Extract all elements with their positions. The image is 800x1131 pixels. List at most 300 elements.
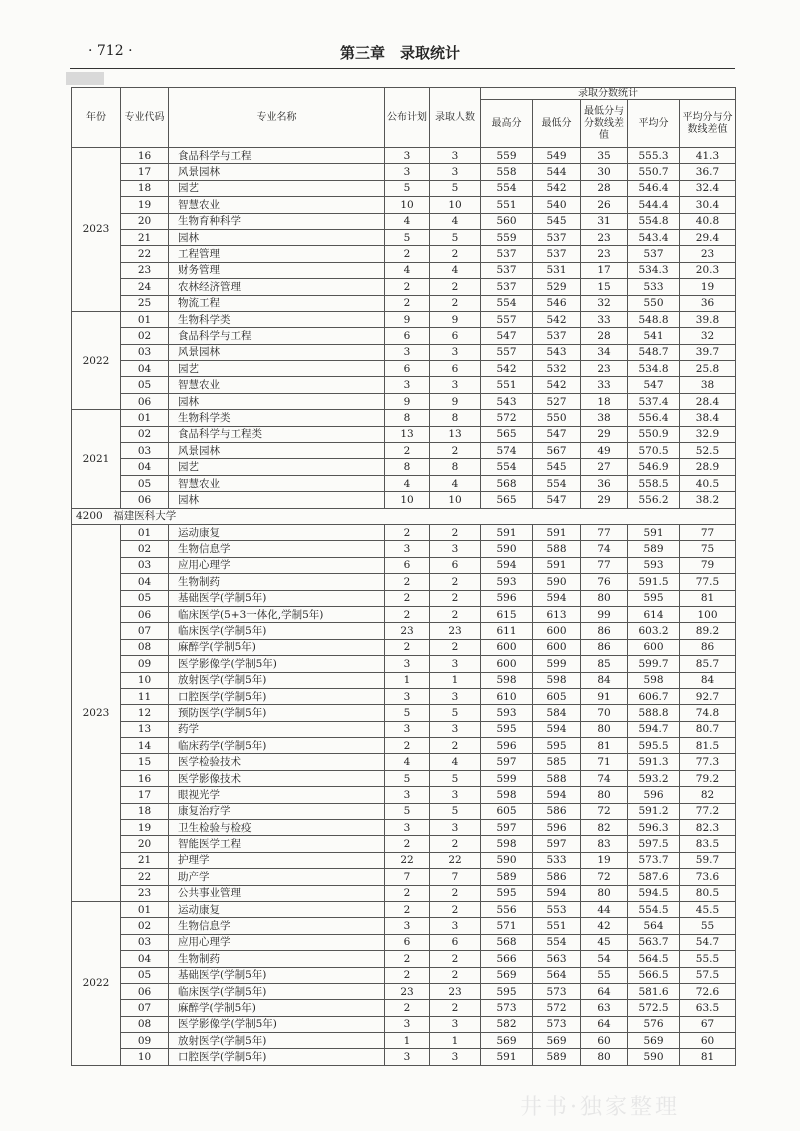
avg-score: 603.2 bbox=[628, 623, 680, 639]
chapter-title: 第三章 录取统计 bbox=[339, 44, 460, 62]
min-score: 527 bbox=[533, 393, 581, 409]
avg-score: 546.4 bbox=[628, 180, 680, 196]
plan-count: 2 bbox=[385, 295, 430, 311]
plan-count: 8 bbox=[385, 410, 430, 426]
major-code: 04 bbox=[121, 361, 169, 377]
avg-diff: 54.7 bbox=[680, 934, 736, 950]
avg-diff: 82 bbox=[680, 787, 736, 803]
year-cell: 2023 bbox=[72, 148, 121, 312]
plan-count: 3 bbox=[385, 164, 430, 180]
admitted-count: 2 bbox=[430, 295, 481, 311]
table-row bbox=[72, 934, 736, 950]
max-score: 554 bbox=[481, 459, 533, 475]
min-score: 542 bbox=[533, 180, 581, 196]
major-code: 02 bbox=[121, 918, 169, 934]
admitted-count: 4 bbox=[430, 754, 481, 770]
major-name: 食品科学与工程 bbox=[169, 148, 385, 164]
table-row bbox=[72, 393, 736, 409]
avg-diff: 81.5 bbox=[680, 738, 736, 754]
table-row bbox=[72, 1049, 736, 1065]
min-score: 543 bbox=[533, 344, 581, 360]
avg-diff: 28.9 bbox=[680, 459, 736, 475]
min-diff: 33 bbox=[581, 311, 628, 327]
major-name: 生物育种科学 bbox=[169, 213, 385, 229]
max-score: 600 bbox=[481, 656, 533, 672]
admitted-count: 2 bbox=[430, 1000, 481, 1016]
major-name: 口腔医学(学制5年) bbox=[169, 1049, 385, 1065]
major-name: 卫生检验与检疫 bbox=[169, 820, 385, 836]
max-score: 557 bbox=[481, 344, 533, 360]
max-score: 565 bbox=[481, 492, 533, 508]
admitted-count: 3 bbox=[430, 1049, 481, 1065]
avg-diff: 63.5 bbox=[680, 1000, 736, 1016]
major-name: 农林经济管理 bbox=[169, 279, 385, 295]
plan-count: 2 bbox=[385, 885, 430, 901]
major-name: 工程管理 bbox=[169, 246, 385, 262]
max-score: 611 bbox=[481, 623, 533, 639]
max-score: 537 bbox=[481, 279, 533, 295]
min-score: 550 bbox=[533, 410, 581, 426]
min-score: 547 bbox=[533, 492, 581, 508]
avg-score: 550.9 bbox=[628, 426, 680, 442]
major-code: 08 bbox=[121, 1016, 169, 1032]
min-score: 594 bbox=[533, 885, 581, 901]
min-score: 537 bbox=[533, 328, 581, 344]
min-score: 540 bbox=[533, 197, 581, 213]
avg-diff: 29.4 bbox=[680, 229, 736, 245]
avg-diff: 38.2 bbox=[680, 492, 736, 508]
admitted-count: 3 bbox=[430, 344, 481, 360]
min-score: 546 bbox=[533, 295, 581, 311]
avg-score: 573.7 bbox=[628, 852, 680, 868]
min-diff: 85 bbox=[581, 656, 628, 672]
table-row bbox=[72, 475, 736, 491]
plan-count: 23 bbox=[385, 623, 430, 639]
min-diff: 80 bbox=[581, 590, 628, 606]
plan-count: 2 bbox=[385, 901, 430, 917]
plan-count: 3 bbox=[385, 1016, 430, 1032]
min-score: 599 bbox=[533, 656, 581, 672]
min-diff: 84 bbox=[581, 672, 628, 688]
avg-score: 572.5 bbox=[628, 1000, 680, 1016]
admitted-count: 9 bbox=[430, 311, 481, 327]
min-diff: 70 bbox=[581, 705, 628, 721]
min-score: 533 bbox=[533, 852, 581, 868]
table-row bbox=[72, 213, 736, 229]
admitted-count: 2 bbox=[430, 951, 481, 967]
admitted-count: 13 bbox=[430, 426, 481, 442]
table-row bbox=[72, 672, 736, 688]
min-score: 591 bbox=[533, 524, 581, 540]
min-diff: 23 bbox=[581, 361, 628, 377]
min-diff: 44 bbox=[581, 901, 628, 917]
plan-count: 5 bbox=[385, 705, 430, 721]
major-name: 风景园林 bbox=[169, 443, 385, 459]
min-diff: 33 bbox=[581, 377, 628, 393]
score-group-header: 录取分数统计 bbox=[481, 88, 736, 100]
major-code: 04 bbox=[121, 574, 169, 590]
max-score: 605 bbox=[481, 803, 533, 819]
major-code: 17 bbox=[121, 787, 169, 803]
min-score: 586 bbox=[533, 803, 581, 819]
plan-count: 2 bbox=[385, 524, 430, 540]
min-score: 594 bbox=[533, 787, 581, 803]
table-row bbox=[72, 705, 736, 721]
min-diff: 23 bbox=[581, 229, 628, 245]
admitted-count: 22 bbox=[430, 852, 481, 868]
avg-diff: 39.8 bbox=[680, 311, 736, 327]
max-score: 559 bbox=[481, 229, 533, 245]
major-name: 放射医学(学制5年) bbox=[169, 672, 385, 688]
plan-count: 3 bbox=[385, 820, 430, 836]
admitted-count: 2 bbox=[430, 738, 481, 754]
admitted-count: 3 bbox=[430, 148, 481, 164]
table-row bbox=[72, 754, 736, 770]
school-name: 4200 福建医科大学 bbox=[72, 508, 736, 524]
col-plan-header: 公布计划 bbox=[385, 88, 430, 148]
avg-score: 598 bbox=[628, 672, 680, 688]
min-diff: 34 bbox=[581, 344, 628, 360]
avg-score: 548.8 bbox=[628, 311, 680, 327]
min-score: 542 bbox=[533, 377, 581, 393]
admitted-count: 2 bbox=[430, 524, 481, 540]
min-score: 572 bbox=[533, 1000, 581, 1016]
avg-score: 546.9 bbox=[628, 459, 680, 475]
avg-score: 569 bbox=[628, 1033, 680, 1049]
min-diff: 86 bbox=[581, 639, 628, 655]
major-name: 园林 bbox=[169, 393, 385, 409]
min-diff: 30 bbox=[581, 164, 628, 180]
admitted-count: 3 bbox=[430, 377, 481, 393]
major-code: 23 bbox=[121, 885, 169, 901]
admitted-count: 5 bbox=[430, 229, 481, 245]
min-score: 591 bbox=[533, 557, 581, 573]
plan-count: 2 bbox=[385, 574, 430, 590]
table-row bbox=[72, 410, 736, 426]
watermark: 井书·独家整理 bbox=[520, 1095, 680, 1120]
major-name: 应用心理学 bbox=[169, 934, 385, 950]
max-score: 554 bbox=[481, 180, 533, 196]
avg-score: 563.7 bbox=[628, 934, 680, 950]
major-code: 13 bbox=[121, 721, 169, 737]
major-name: 园艺 bbox=[169, 459, 385, 475]
avg-score: 564 bbox=[628, 918, 680, 934]
min-diff: 42 bbox=[581, 918, 628, 934]
avg-score: 591.2 bbox=[628, 803, 680, 819]
avg-score: 590 bbox=[628, 1049, 680, 1065]
min-score: 567 bbox=[533, 443, 581, 459]
admitted-count: 7 bbox=[430, 869, 481, 885]
avg-diff: 40.8 bbox=[680, 213, 736, 229]
min-diff: 28 bbox=[581, 180, 628, 196]
avg-score: 606.7 bbox=[628, 688, 680, 704]
max-score: 610 bbox=[481, 688, 533, 704]
avg-diff: 60 bbox=[680, 1033, 736, 1049]
min-score: 588 bbox=[533, 770, 581, 786]
avg-score: 548.7 bbox=[628, 344, 680, 360]
plan-count: 2 bbox=[385, 951, 430, 967]
avg-score: 554.5 bbox=[628, 901, 680, 917]
avg-score: 595.5 bbox=[628, 738, 680, 754]
major-code: 21 bbox=[121, 852, 169, 868]
table-body bbox=[72, 148, 736, 1066]
admitted-count: 4 bbox=[430, 213, 481, 229]
plan-count: 8 bbox=[385, 459, 430, 475]
plan-count: 10 bbox=[385, 197, 430, 213]
min-diff: 55 bbox=[581, 967, 628, 983]
max-score: 595 bbox=[481, 885, 533, 901]
major-name: 运动康复 bbox=[169, 901, 385, 917]
min-diff: 76 bbox=[581, 574, 628, 590]
major-name: 麻醉学(学制5年) bbox=[169, 639, 385, 655]
min-diff: 60 bbox=[581, 1033, 628, 1049]
min-score: 554 bbox=[533, 475, 581, 491]
major-code: 21 bbox=[121, 229, 169, 245]
min-score: 595 bbox=[533, 738, 581, 754]
admitted-count: 3 bbox=[430, 820, 481, 836]
major-code: 03 bbox=[121, 443, 169, 459]
max-score: 595 bbox=[481, 721, 533, 737]
admitted-count: 2 bbox=[430, 606, 481, 622]
admitted-count: 5 bbox=[430, 180, 481, 196]
avg-diff: 25.8 bbox=[680, 361, 736, 377]
min-score: 531 bbox=[533, 262, 581, 278]
plan-count: 3 bbox=[385, 688, 430, 704]
plan-count: 2 bbox=[385, 1000, 430, 1016]
major-name: 生物科学类 bbox=[169, 311, 385, 327]
plan-count: 4 bbox=[385, 475, 430, 491]
table-row bbox=[72, 443, 736, 459]
plan-count: 3 bbox=[385, 656, 430, 672]
max-score: 547 bbox=[481, 328, 533, 344]
avg-score: 541 bbox=[628, 328, 680, 344]
major-code: 18 bbox=[121, 180, 169, 196]
avg-diff: 28.4 bbox=[680, 393, 736, 409]
avg-score: 593.2 bbox=[628, 770, 680, 786]
major-name: 医学检验技术 bbox=[169, 754, 385, 770]
col-admitted-header: 录取人数 bbox=[430, 88, 481, 148]
admitted-count: 6 bbox=[430, 328, 481, 344]
admission-score-table bbox=[71, 87, 736, 1066]
table-row bbox=[72, 541, 736, 557]
table-row bbox=[72, 820, 736, 836]
table-row bbox=[72, 279, 736, 295]
max-score: 568 bbox=[481, 934, 533, 950]
major-name: 园林 bbox=[169, 492, 385, 508]
plan-count: 3 bbox=[385, 148, 430, 164]
min-diff: 19 bbox=[581, 852, 628, 868]
avg-score: 570.5 bbox=[628, 443, 680, 459]
avg-score: 534.8 bbox=[628, 361, 680, 377]
min-score: 600 bbox=[533, 623, 581, 639]
min-score: 532 bbox=[533, 361, 581, 377]
table-row bbox=[72, 918, 736, 934]
avg-score: 594.5 bbox=[628, 885, 680, 901]
major-code: 04 bbox=[121, 951, 169, 967]
avg-score: 558.5 bbox=[628, 475, 680, 491]
major-name: 放射医学(学制5年) bbox=[169, 1033, 385, 1049]
plan-count: 5 bbox=[385, 770, 430, 786]
table-row bbox=[72, 377, 736, 393]
plan-count: 4 bbox=[385, 754, 430, 770]
admitted-count: 2 bbox=[430, 443, 481, 459]
plan-count: 6 bbox=[385, 934, 430, 950]
admitted-count: 3 bbox=[430, 688, 481, 704]
max-score: 597 bbox=[481, 754, 533, 770]
major-name: 眼视光学 bbox=[169, 787, 385, 803]
plan-count: 3 bbox=[385, 787, 430, 803]
max-score: 543 bbox=[481, 393, 533, 409]
col-max-header: 最高分 bbox=[481, 100, 533, 148]
min-score: 569 bbox=[533, 1033, 581, 1049]
min-score: 545 bbox=[533, 459, 581, 475]
admitted-count: 3 bbox=[430, 164, 481, 180]
min-score: 588 bbox=[533, 541, 581, 557]
major-code: 10 bbox=[121, 1049, 169, 1065]
max-score: 568 bbox=[481, 475, 533, 491]
table-row bbox=[72, 656, 736, 672]
major-code: 04 bbox=[121, 459, 169, 475]
major-code: 01 bbox=[121, 901, 169, 917]
admitted-count: 3 bbox=[430, 541, 481, 557]
major-name: 风景园林 bbox=[169, 344, 385, 360]
min-diff: 80 bbox=[581, 787, 628, 803]
avg-score: 576 bbox=[628, 1016, 680, 1032]
admitted-count: 5 bbox=[430, 705, 481, 721]
min-diff: 83 bbox=[581, 836, 628, 852]
min-diff: 80 bbox=[581, 721, 628, 737]
major-code: 07 bbox=[121, 623, 169, 639]
table-row bbox=[72, 148, 736, 164]
avg-diff: 38.4 bbox=[680, 410, 736, 426]
avg-diff: 77.5 bbox=[680, 574, 736, 590]
major-name: 应用心理学 bbox=[169, 557, 385, 573]
major-name: 公共事业管理 bbox=[169, 885, 385, 901]
avg-diff: 83.5 bbox=[680, 836, 736, 852]
major-name: 生物科学类 bbox=[169, 410, 385, 426]
plan-count: 2 bbox=[385, 639, 430, 655]
min-diff: 80 bbox=[581, 885, 628, 901]
avg-diff: 75 bbox=[680, 541, 736, 557]
major-name: 助产学 bbox=[169, 869, 385, 885]
table-row bbox=[72, 344, 736, 360]
major-code: 18 bbox=[121, 803, 169, 819]
admitted-count: 6 bbox=[430, 361, 481, 377]
table-row bbox=[72, 983, 736, 999]
major-code: 02 bbox=[121, 328, 169, 344]
max-score: 598 bbox=[481, 787, 533, 803]
major-code: 02 bbox=[121, 541, 169, 557]
table-row bbox=[72, 180, 736, 196]
admitted-count: 6 bbox=[430, 557, 481, 573]
major-code: 22 bbox=[121, 246, 169, 262]
max-score: 559 bbox=[481, 148, 533, 164]
major-name: 园艺 bbox=[169, 361, 385, 377]
table-row bbox=[72, 164, 736, 180]
major-name: 智能医学工程 bbox=[169, 836, 385, 852]
avg-score: 597.5 bbox=[628, 836, 680, 852]
avg-diff: 100 bbox=[680, 606, 736, 622]
min-diff: 49 bbox=[581, 443, 628, 459]
major-code: 05 bbox=[121, 377, 169, 393]
major-code: 14 bbox=[121, 738, 169, 754]
major-name: 医学影像学(学制5年) bbox=[169, 1016, 385, 1032]
min-score: 537 bbox=[533, 229, 581, 245]
avg-diff: 77.3 bbox=[680, 754, 736, 770]
admitted-count: 2 bbox=[430, 901, 481, 917]
year-cell: 2023 bbox=[72, 524, 121, 901]
major-name: 园艺 bbox=[169, 180, 385, 196]
plan-count: 9 bbox=[385, 393, 430, 409]
min-diff: 74 bbox=[581, 541, 628, 557]
min-diff: 38 bbox=[581, 410, 628, 426]
avg-score: 566.5 bbox=[628, 967, 680, 983]
avg-score: 534.3 bbox=[628, 262, 680, 278]
admitted-count: 5 bbox=[430, 770, 481, 786]
avg-score: 595 bbox=[628, 590, 680, 606]
max-score: 594 bbox=[481, 557, 533, 573]
avg-diff: 67 bbox=[680, 1016, 736, 1032]
max-score: 595 bbox=[481, 983, 533, 999]
min-score: 585 bbox=[533, 754, 581, 770]
avg-score: 600 bbox=[628, 639, 680, 655]
table-row bbox=[72, 229, 736, 245]
avg-diff: 45.5 bbox=[680, 901, 736, 917]
major-code: 06 bbox=[121, 983, 169, 999]
min-score: 563 bbox=[533, 951, 581, 967]
max-score: 596 bbox=[481, 590, 533, 606]
max-score: 590 bbox=[481, 852, 533, 868]
min-score: 584 bbox=[533, 705, 581, 721]
max-score: 573 bbox=[481, 1000, 533, 1016]
major-code: 16 bbox=[121, 148, 169, 164]
plan-count: 2 bbox=[385, 967, 430, 983]
major-code: 08 bbox=[121, 639, 169, 655]
avg-diff: 36.7 bbox=[680, 164, 736, 180]
avg-score: 591.5 bbox=[628, 574, 680, 590]
major-name: 临床医学(学制5年) bbox=[169, 983, 385, 999]
plan-count: 6 bbox=[385, 328, 430, 344]
year-cell: 2022 bbox=[72, 311, 121, 409]
year-cell: 2021 bbox=[72, 410, 121, 508]
table-row bbox=[72, 721, 736, 737]
min-diff: 27 bbox=[581, 459, 628, 475]
major-code: 01 bbox=[121, 410, 169, 426]
min-diff: 29 bbox=[581, 426, 628, 442]
min-diff: 71 bbox=[581, 754, 628, 770]
avg-score: 594.7 bbox=[628, 721, 680, 737]
plan-count: 3 bbox=[385, 344, 430, 360]
admitted-count: 2 bbox=[430, 885, 481, 901]
major-name: 物流工程 bbox=[169, 295, 385, 311]
plan-count: 1 bbox=[385, 1033, 430, 1049]
major-name: 智慧农业 bbox=[169, 197, 385, 213]
table-row bbox=[72, 869, 736, 885]
min-diff: 54 bbox=[581, 951, 628, 967]
major-name: 医学影像学(学制5年) bbox=[169, 656, 385, 672]
major-code: 01 bbox=[121, 524, 169, 540]
min-score: 547 bbox=[533, 426, 581, 442]
plan-count: 3 bbox=[385, 918, 430, 934]
col-min-diff-header: 最低分与分数线差值 bbox=[581, 100, 628, 148]
min-diff: 82 bbox=[581, 820, 628, 836]
avg-diff: 86 bbox=[680, 639, 736, 655]
plan-count: 2 bbox=[385, 246, 430, 262]
avg-score: 614 bbox=[628, 606, 680, 622]
plan-count: 22 bbox=[385, 852, 430, 868]
admitted-count: 3 bbox=[430, 656, 481, 672]
max-score: 542 bbox=[481, 361, 533, 377]
